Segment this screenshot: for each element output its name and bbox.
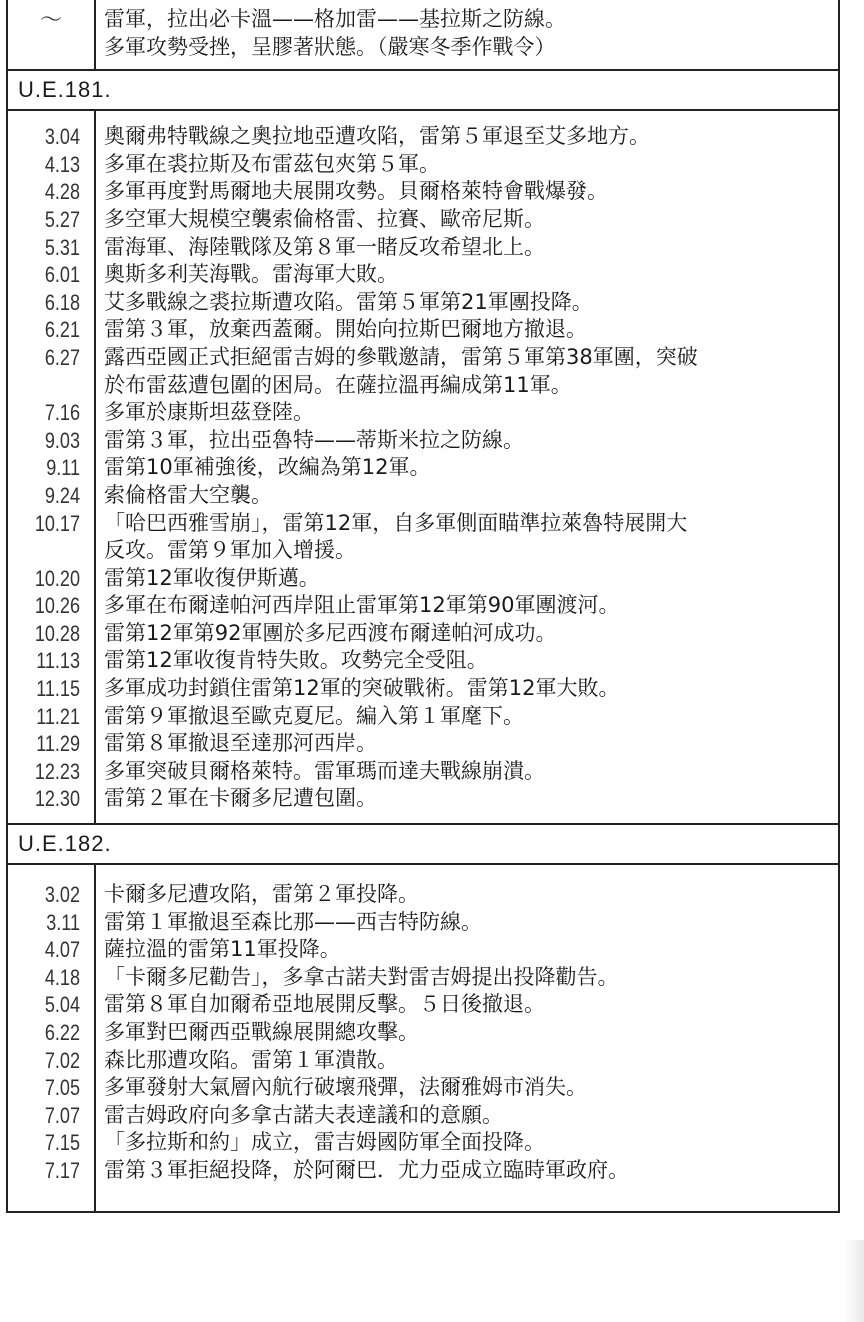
timeline-table xyxy=(6,0,840,1213)
text-column xyxy=(96,111,838,823)
entry-date-spacer xyxy=(21,372,80,400)
entry-text: 多軍在裘拉斯及布雷茲包夾第５軍。 xyxy=(104,151,440,176)
entry-text: 雷第12軍收復肯特失敗。攻勢完全受阻。 xyxy=(104,648,488,673)
entry-date: 9.03 xyxy=(44,427,80,453)
date-column xyxy=(8,865,96,1211)
entry-text: 艾多戰線之裘拉斯遭攻陷。雷第５軍第21軍團投降。 xyxy=(104,289,593,314)
entry-line: 雷軍，拉出必卡溫——格加雷——基拉斯之防線。 xyxy=(104,7,566,31)
entry-text: 多軍於康斯坦茲登陸。 xyxy=(104,400,314,425)
entry-text: 雷第９軍撤退至歐克夏尼。編入第１軍麾下。 xyxy=(104,703,524,728)
entry-text: 奧爾弗特戰線之奧拉地亞遭攻陷，雷第５軍退至艾多地方。 xyxy=(104,124,650,149)
section-body-182 xyxy=(8,865,838,1211)
entry-text: 雷第２軍在卡爾多尼遭包圍。 xyxy=(104,786,377,811)
page-edge-shadow xyxy=(844,1240,864,1322)
entry-date: 12.30 xyxy=(34,786,80,812)
entry-date: 11.15 xyxy=(36,676,80,702)
entry-date: 11.13 xyxy=(36,648,80,674)
entry-date: 7.07 xyxy=(44,1102,80,1128)
entry-text: 奧斯多利芙海戰。雷海軍大敗。 xyxy=(104,262,398,287)
entry-text: 多軍成功封鎖住雷第12軍的突破戰術。雷第12軍大敗。 xyxy=(104,676,620,701)
date-tilde: ～ xyxy=(39,7,62,32)
entry-text: 薩拉溫的雷第11軍投降。 xyxy=(104,937,341,962)
entry-date: 5.31 xyxy=(44,234,80,260)
section-body-181 xyxy=(8,111,838,825)
entry-text: 雷第３軍拒絕投降，於阿爾巴．尤力亞成立臨時軍政府。 xyxy=(104,1157,629,1182)
entry-date: 6.22 xyxy=(44,1020,80,1045)
entry-date: 10.26 xyxy=(34,593,80,619)
entry-date: 10.20 xyxy=(34,565,80,591)
entry-text: 雷第８軍自加爾希亞地展開反擊。５日後撤退。 xyxy=(104,992,545,1017)
entry-text: 雷海軍、海陸戰隊及第８軍一睹反攻希望北上。 xyxy=(104,234,545,259)
entry-text: 多軍發射大氣層內航行破壞飛彈，法爾雅姆市消失。 xyxy=(104,1075,587,1100)
entry-text: 雷第10軍補強後，改編為第12軍。 xyxy=(104,455,431,480)
date-column xyxy=(8,111,96,823)
entry-date: 7.05 xyxy=(44,1075,80,1101)
entry-date: 4.07 xyxy=(44,937,80,963)
entry-date: 6.18 xyxy=(44,289,80,315)
entry-text: 多軍突破貝爾格萊特。雷軍瑪而達夫戰線崩潰。 xyxy=(104,758,545,783)
entry-date: 11.29 xyxy=(36,731,80,757)
entry-date-spacer xyxy=(21,537,80,565)
text-cell xyxy=(96,0,838,69)
entry-text: 雷第３軍，拉出亞魯特——蒂斯米拉之防線。 xyxy=(104,427,524,452)
entry-date: 10.28 xyxy=(34,620,80,646)
entry-date: 5.04 xyxy=(44,992,80,1018)
entry-date: 3.11 xyxy=(46,909,80,935)
entry-text: 「多拉斯和約」成立，雷吉姆國防軍全面投降。 xyxy=(104,1130,545,1155)
entry-date: 7.15 xyxy=(44,1130,80,1156)
entry-text: 多軍在布爾達帕河西岸阻止雷軍第12軍第90軍團渡河。 xyxy=(104,593,620,618)
entry-date: 6.01 xyxy=(44,262,80,288)
entry-date: 4.13 xyxy=(44,151,80,177)
entry-date: 6.21 xyxy=(44,317,80,343)
entry-text: 「哈巴西雅雪崩」，雷第12軍，自多軍側面瞄準拉萊魯特展開大 xyxy=(104,510,688,535)
entry-date: 9.11 xyxy=(46,455,80,481)
entry-text: 雷第１軍撤退至森比那——西吉特防線。 xyxy=(104,909,482,934)
entry-text: 雷第３軍，放棄西蓋爾。開始向拉斯巴爾地方撤退。 xyxy=(104,317,587,342)
entry-text: 反攻。雷第９軍加入增援。 xyxy=(104,538,356,563)
entry-text: 多空軍大規模空襲索倫格雷、拉賽、歐帝尼斯。 xyxy=(104,206,545,231)
date-cell xyxy=(8,0,96,69)
entry-date: 3.04 xyxy=(44,124,80,150)
entry-text: 卡爾多尼遭攻陷，雷第２軍投降。 xyxy=(104,882,419,907)
entry-date: 10.17 xyxy=(34,510,80,536)
entry-date: 9.24 xyxy=(44,482,80,508)
entry-text: 雷第８軍撤退至達那河西岸。 xyxy=(104,731,377,756)
entry-date: 12.23 xyxy=(34,758,80,784)
entry-text: 於布雷茲遭包圍的困局。在薩拉溫再編成第11軍。 xyxy=(104,372,572,397)
entry-date: 4.18 xyxy=(44,964,80,990)
entry-date: 7.02 xyxy=(44,1047,80,1073)
entry-date: 5.27 xyxy=(44,206,80,232)
entry-date: 4.28 xyxy=(44,179,80,205)
section-header-181 xyxy=(8,71,838,111)
entry-text: 索倫格雷大空襲。 xyxy=(104,482,272,507)
entry-date: 7.16 xyxy=(44,400,80,426)
entry-date: 6.27 xyxy=(44,344,80,370)
text-column xyxy=(96,865,838,1211)
entry-text: 雷第12軍收復伊斯邁。 xyxy=(104,565,320,590)
entry-text: 森比那遭攻陷。雷第１軍潰散。 xyxy=(104,1047,398,1072)
entry-date: 11.21 xyxy=(36,703,80,729)
entry-line: 多軍攻勢受挫，呈膠著狀態。（嚴寒冬季作戰令） xyxy=(104,34,556,59)
entry-date: 7.17 xyxy=(44,1157,80,1183)
entry-text: 雷第12軍第92軍團於多尼西渡布爾達帕河成功。 xyxy=(104,620,557,645)
entry-text: 多軍再度對馬爾地夫展開攻勢。貝爾格萊特會戰爆發。 xyxy=(104,179,608,204)
section-header-182 xyxy=(8,825,838,865)
top-row xyxy=(8,0,838,71)
year-header: U.E.182. xyxy=(18,831,112,857)
entry-text: 「卡爾多尼勸告」，多拿古諾夫對雷吉姆提出投降勸告。 xyxy=(104,964,619,989)
entry-text: 雷吉姆政府向多拿古諾夫表達議和的意願。 xyxy=(104,1102,503,1127)
year-header: U.E.181. xyxy=(18,77,112,103)
entry-text: 露西亞國正式拒絕雷吉姆的參戰邀請，雷第５軍第38軍團，突破 xyxy=(104,344,698,369)
entry-text: 多軍對巴爾西亞戰線展開總攻擊。 xyxy=(104,1020,419,1044)
entry-date: 3.02 xyxy=(44,882,80,908)
